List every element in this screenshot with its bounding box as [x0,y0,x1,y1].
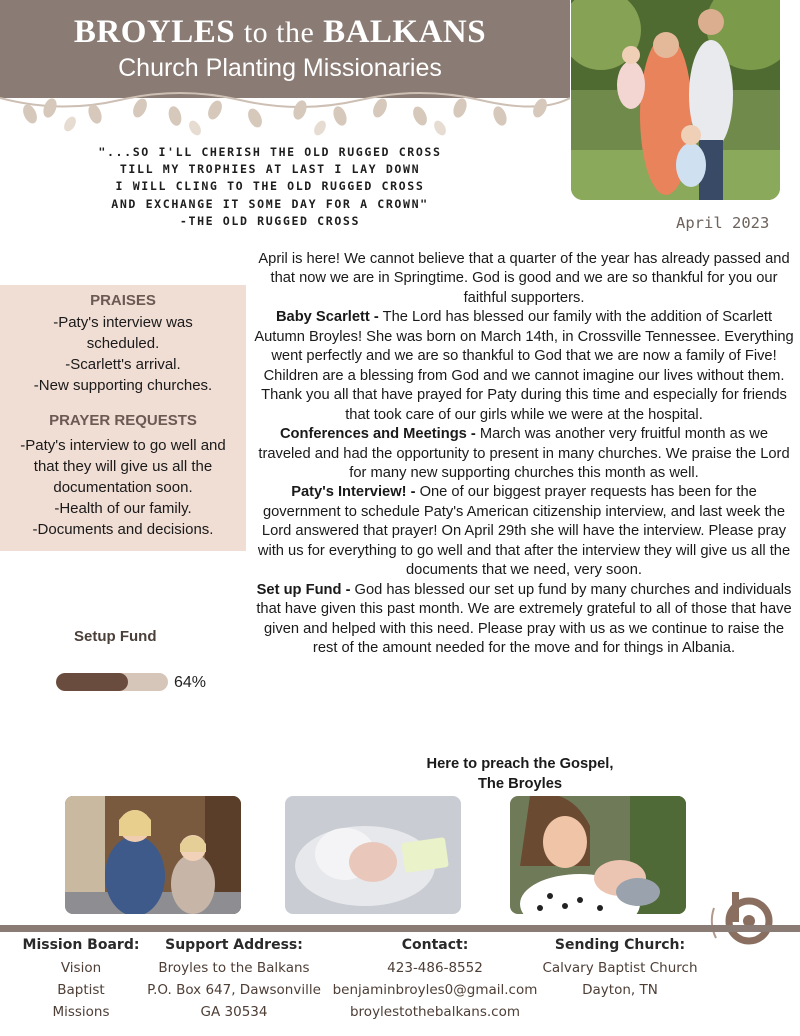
title-broyles: BROYLES [73,14,236,50]
mission-board-line: Vision [60,960,102,976]
footer-divider [0,925,800,932]
praises-and-prayer-box [0,285,246,551]
sending-church-heading: Sending Church: [554,937,686,953]
support-address-line: P.O. Box 647, Dawsonville [147,982,321,998]
section-text: One of our biggest prayer requests has been for the government to schedule Paty's American citizenship interview, and last week the Lord answered that prayer! On April 29th she will have the interview. Please pray with us for everything to go well and that after the interview they will give us all the documents that we need, very soon. [257,484,791,579]
letter-section-conferences [254,425,794,483]
contact-phone: 423-486-8552 [387,960,483,976]
quote-line: -THE OLD RUGGED CROSS [179,213,361,228]
praise-line: -Scarlett's arrival. [65,356,181,373]
letter-section-baby-scarlett [254,308,794,425]
signoff-line: Here to preach the Gospel, [426,756,614,772]
sending-church-line: Dayton, TN [582,982,658,998]
section-heading: Paty's Interview! - [291,484,416,501]
photo-newborn-baby [285,796,461,914]
quote-line: I WILL CLING TO THE OLD RUGGED CROSS [115,179,425,194]
quote-line: AND EXCHANGE IT SOME DAY FOR A CROWN" [111,196,429,211]
quote-line: TILL MY TROPHIES AT LAST I LAY DOWN [119,162,421,177]
section-text: March was another very fruitful month as we traveled and had the opportunity to present in many churches. We praise the Lord for many new supporting churches this month as well. [258,426,790,481]
photo-two-girls [65,796,241,914]
mission-board-heading: Mission Board: [22,937,140,953]
letter-section-setup-fund [254,581,794,659]
newsletter-subtitle: Church Planting Missionaries [118,54,442,82]
prayer-request-line: that they will give us all the [33,458,213,475]
praises-heading: PRAISES [90,292,156,309]
setup-fund-progress-track [56,673,168,691]
newsletter-title [0,14,560,51]
section-heading: Conferences and Meetings - [279,426,476,443]
quote-line: "...SO I'LL CHERISH THE OLD RUGGED CROSS [98,145,442,159]
mission-board-line: Baptist [57,982,105,998]
praise-line: -New supporting churches. [33,377,213,394]
contact-website: broylestothebalkans.com [349,1004,521,1020]
family-photo [571,0,780,200]
contact-email: benjaminbroyles0@gmail.com [332,982,538,998]
leaf-garland-decoration [0,84,570,140]
section-heading: Set up Fund - [256,581,351,598]
prayer-request-line: documentation soon. [53,479,193,496]
title-to-the: to the [243,16,315,49]
setup-fund-percent: 64% [174,674,207,691]
praise-line: -Paty's interview was [53,314,193,331]
support-address-heading: Support Address: [165,937,303,953]
title-balkans: BALKANS [323,14,487,50]
prayer-request-line: -Health of our family. [54,500,192,517]
letter-intro: April is here! We cannot believe that a quarter of the year has already passed and that now we are in Springtime. God is good and we are so thankful for you our faithful supporters. [258,251,790,306]
letter-section-patys-interview [254,483,794,580]
prayer-requests-heading: PRAYER REQUESTS [49,412,197,429]
section-heading: Baby Scarlett - [275,309,379,326]
newsletter-letter [254,250,794,659]
support-address-line: Broyles to the Balkans [158,960,310,976]
setup-fund-label: Setup Fund [74,628,157,645]
hymn-quote [40,144,500,230]
contact-heading: Contact: [401,937,469,953]
photo-mother-holding-baby [510,796,686,914]
sending-church-line: Calvary Baptist Church [542,960,698,976]
praise-line: scheduled. [86,335,160,352]
section-text: The Lord has blessed our family with the addition of Scarlett Autumn Broyles! She was born on March 14th, in Crossville Tennessee. Everything went perfectly and we are so thankful to God that we are now a family of Five! Children are a blessing from God and we cannot imagine our lives without them. Thank you all that have prayed for Paty during this time and especially for friends that took care of our girls while we were at the hospital. [254,309,794,423]
newsletter-date: April 2023 [676,214,770,232]
support-address-line: GA 30534 [200,1004,268,1020]
section-text: God has blessed our set up fund by many churches and individuals that have given this past month. We are extremely grateful to all of those that have given and helped with this need. Please pray with us as we continue to raise the rest of the amount needed for the move and for things in Albania. [256,581,792,657]
prayer-request-line: -Paty's interview to go well and [20,437,226,454]
mission-board-line: Missions [52,1004,110,1020]
broyles-to-the-balkans-logo [706,878,792,964]
signoff-name: The Broyles [477,776,563,792]
setup-fund-progress-fill [56,673,128,691]
prayer-request-line: -Documents and decisions. [32,521,214,538]
